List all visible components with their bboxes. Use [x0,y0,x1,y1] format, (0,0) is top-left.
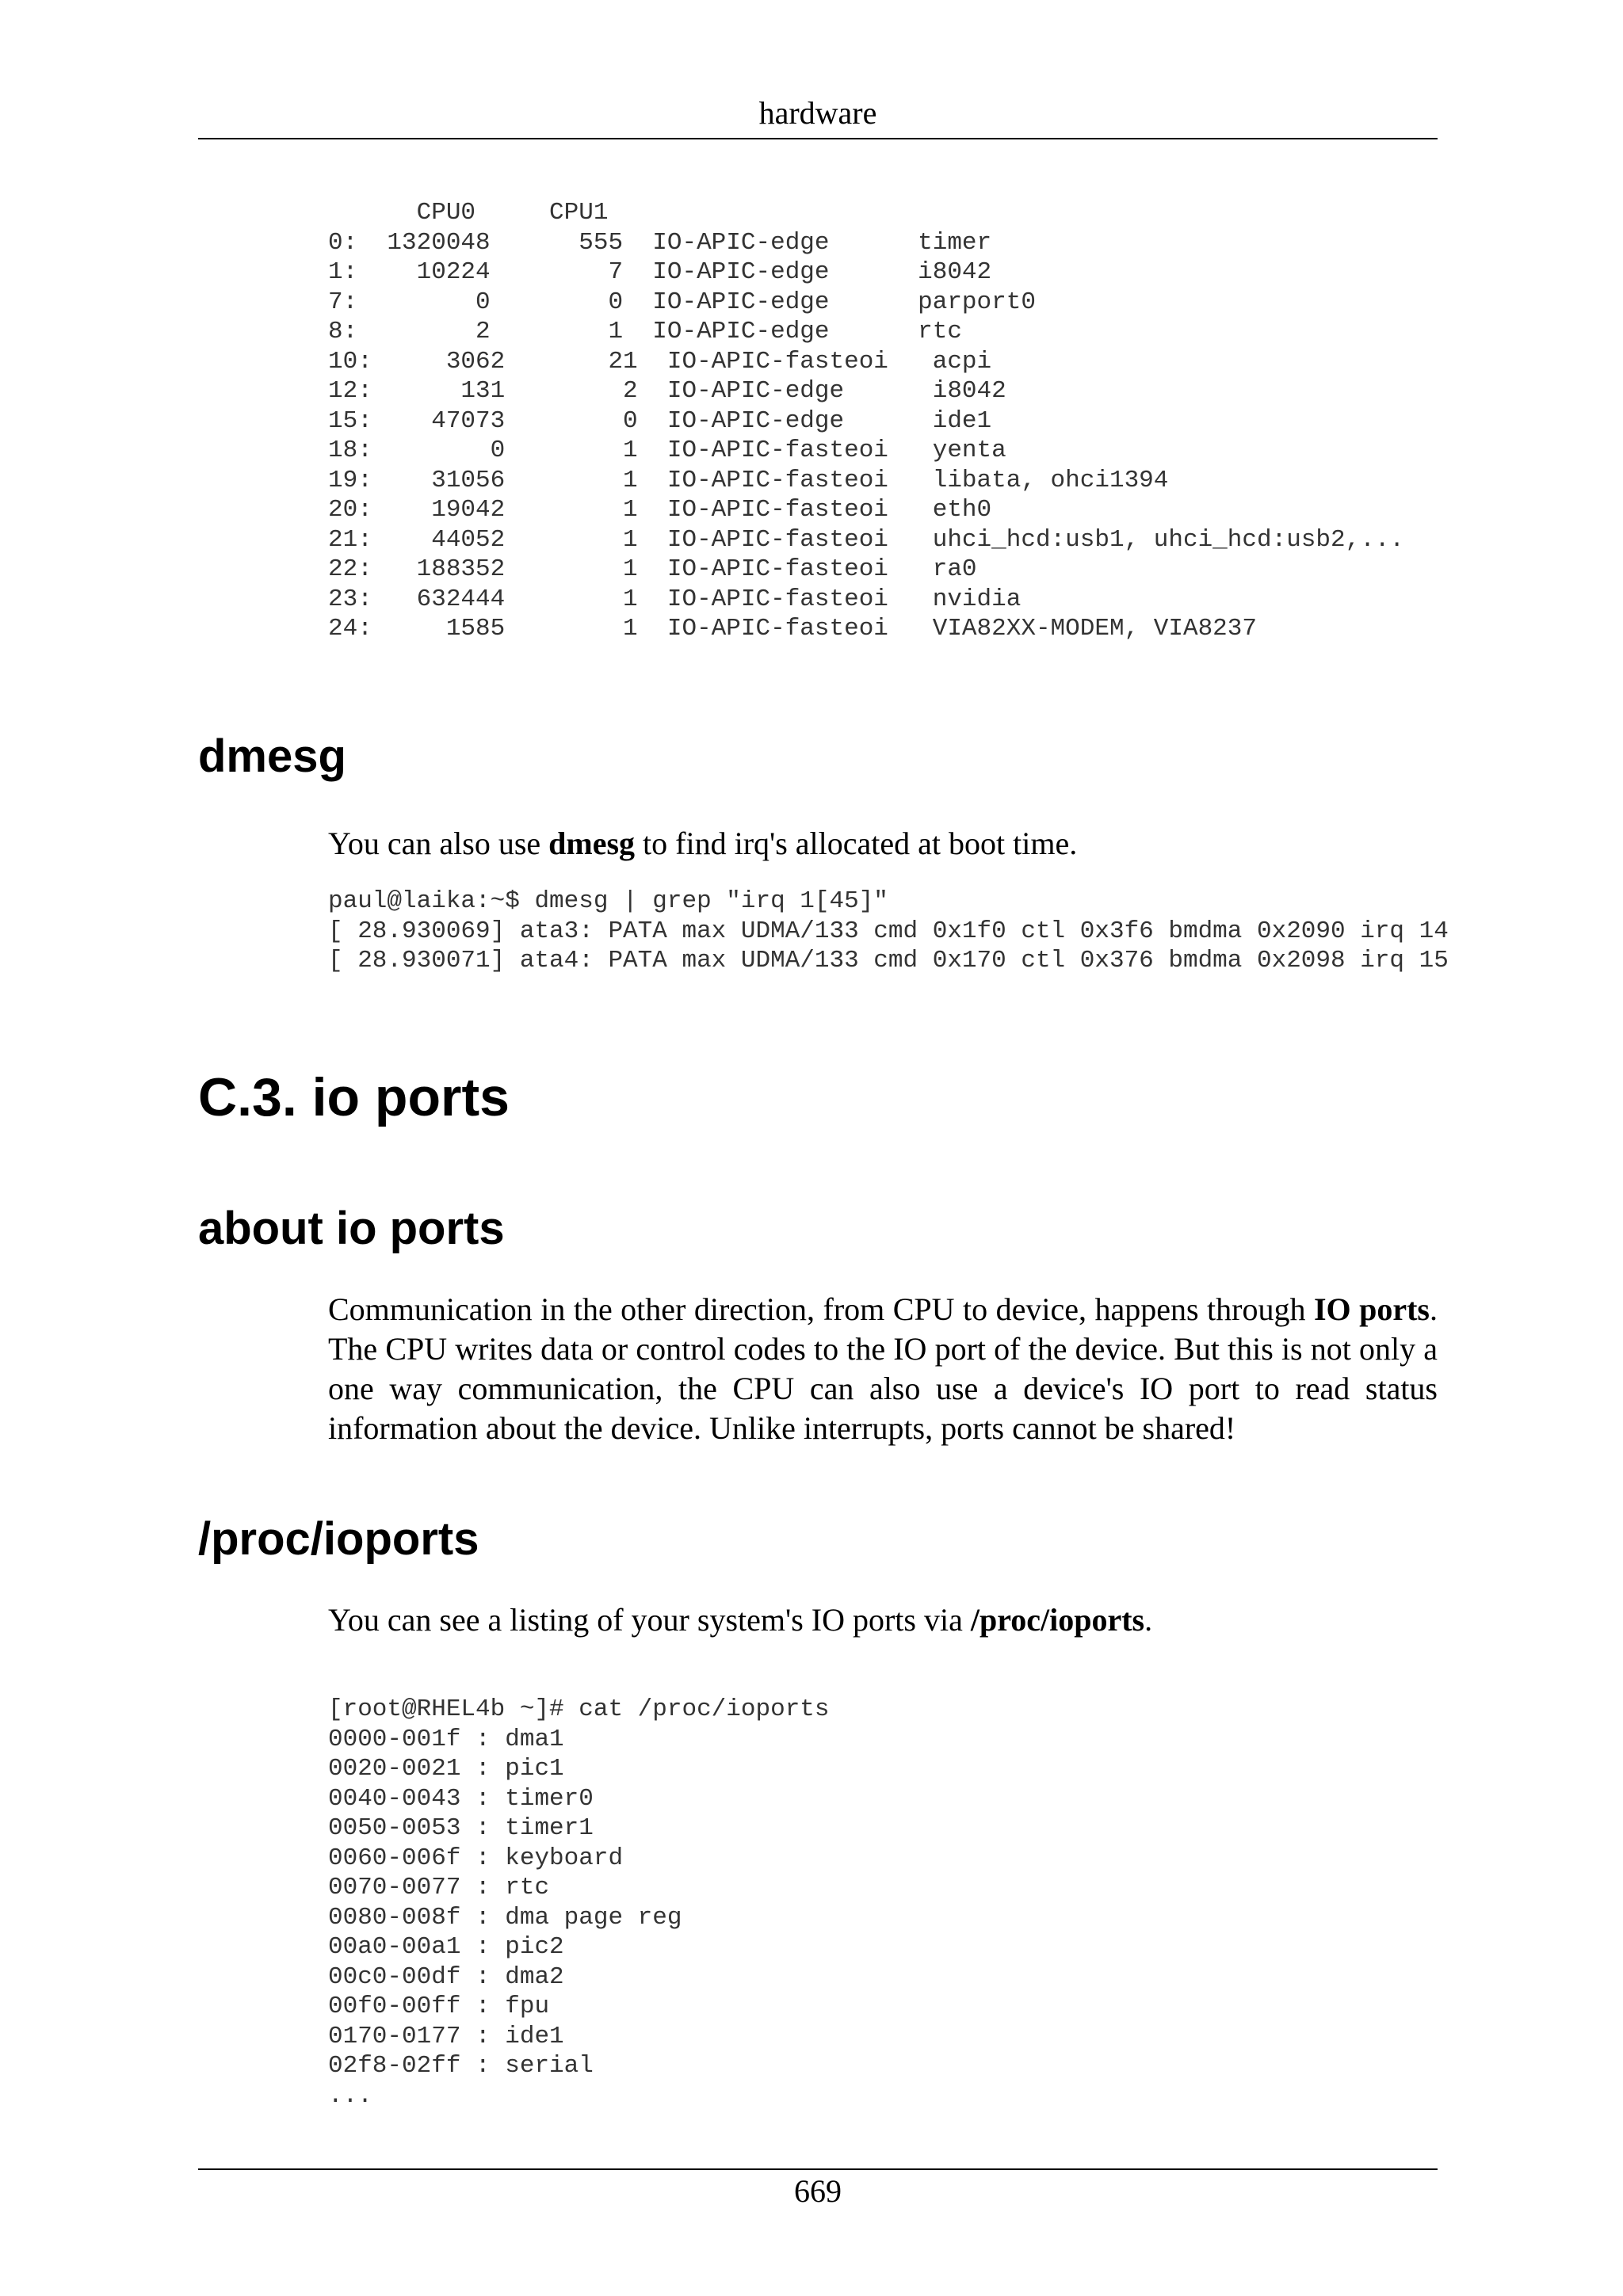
code-line: paul@laika:~$ dmesg | grep "irq 1[45]" [328,887,888,915]
paragraph-text: Communication in the other direction, from CPU to device, happens through [328,1291,1314,1327]
code-line: 10: 3062 21 IO-APIC-fasteoi acpi [328,347,992,376]
section-heading-dmesg: dmesg [198,730,346,782]
code-line: ... [328,2081,372,2110]
intro-text: You can see a listing of your system's IO ports via [328,1602,971,1638]
interrupts-listing [328,198,1404,644]
code-line: 00f0-00ff : fpu [328,1993,550,2020]
header-rule [198,138,1438,139]
code-line: 0000-001f : dma1 [328,1725,564,1753]
code-line: [root@RHEL4b ~]# cat /proc/ioports [328,1695,830,1723]
intro-text: to find irq's allocated at boot time. [635,826,1078,861]
code-line: 0170-0177 : ide1 [328,2022,564,2050]
code-line: [ 28.930071] ata4: PATA max UDMA/133 cmd 0x170 ctl 0x376 bmdma 0x2098 irq 15 [328,947,1449,974]
code-line: 0080-008f : dma page reg [328,1903,682,1932]
code-line: 12: 131 2 IO-APIC-edge i8042 [328,377,1006,405]
dmesg-listing [328,887,1449,976]
code-line: 7: 0 0 IO-APIC-edge parport0 [328,288,1036,316]
code-line: 0040-0043 : timer0 [328,1784,594,1813]
running-header: hardware [758,95,877,131]
code-line: 0050-0053 : timer1 [328,1814,594,1842]
proc-ioports-intro [328,1600,1438,1640]
code-line: 0070-0077 : rtc [328,1874,550,1901]
code-line: 23: 632444 1 IO-APIC-fasteoi nvidia [328,585,1022,613]
footer-rule [198,2168,1438,2170]
section-heading-about-io-ports: about io ports [198,1203,505,1254]
code-line: 19: 31056 1 IO-APIC-fasteoi libata, ohci1394 [328,466,1169,494]
code-line: 0020-0021 : pic1 [328,1755,564,1783]
section-heading-proc-ioports: /proc/ioports [198,1513,479,1565]
code-line: 20: 19042 1 IO-APIC-fasteoi eth0 [328,496,992,524]
term-bold: IO ports [1313,1291,1430,1327]
code-line: 02f8-02ff : serial [328,2052,594,2080]
page-number: 669 [794,2173,842,2209]
about-io-ports-paragraph [328,1290,1438,1448]
code-line: CPU0 CPU1 [328,199,609,227]
code-line: 00a0-00a1 : pic2 [328,1933,564,1961]
code-line: 00c0-00df : dma2 [328,1962,564,1991]
code-line: [ 28.930069] ata3: PATA max UDMA/133 cmd 0x1f0 ctl 0x3f6 bmdma 0x2090 irq 14 [328,917,1449,945]
file-path: /proc/ioports [970,1602,1145,1638]
intro-text: . [1144,1602,1153,1638]
code-line: 18: 0 1 IO-APIC-fasteoi yenta [328,437,1006,464]
code-line: 0060-006f : keyboard [328,1844,624,1872]
code-line: 1: 10224 7 IO-APIC-edge i8042 [328,258,992,286]
code-line: 8: 2 1 IO-APIC-edge rtc [328,318,962,345]
code-line: 21: 44052 1 IO-APIC-fasteoi uhci_hcd:usb1, uhci_hcd:usb2,... [328,525,1405,554]
code-line: 0: 1320048 555 IO-APIC-edge timer [328,228,992,257]
dmesg-intro [328,824,1438,864]
command-name: dmesg [548,826,636,861]
code-line: 24: 1585 1 IO-APIC-fasteoi VIA82XX-MODEM, VIA8237 [328,615,1257,643]
intro-text: You can also use [328,826,549,861]
ioports-listing [328,1695,830,2111]
paragraph-text: . The CPU writes data or control codes to the IO port of the device. But this is not only a one way communication, the CPU can also use a device's IO port to read status information about the device. Unlike interrupts, ports cannot be shared! [328,1291,1438,1446]
chapter-heading: C.3. io ports [198,1067,510,1127]
code-line: 22: 188352 1 IO-APIC-fasteoi ra0 [328,555,977,583]
code-line: 15: 47073 0 IO-APIC-edge ide1 [328,406,992,435]
